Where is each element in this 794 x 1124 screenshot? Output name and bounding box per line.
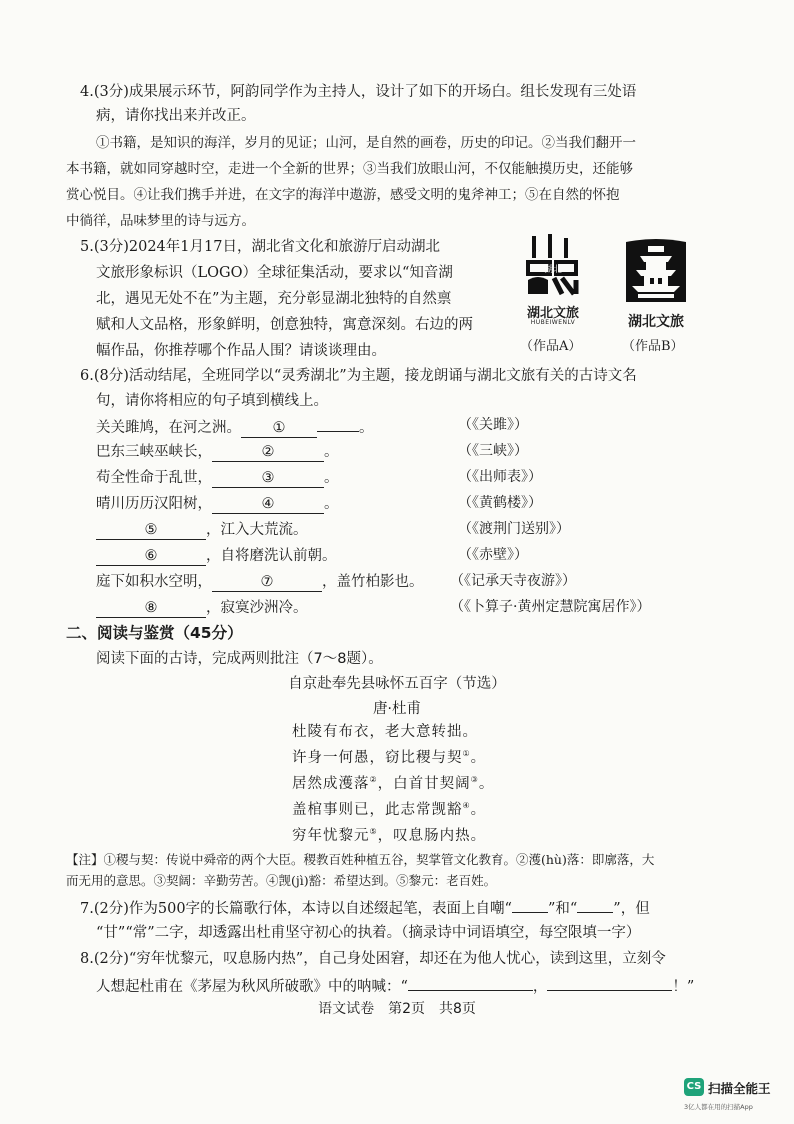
blank-2[interactable]: ② bbox=[212, 444, 324, 462]
logo-b-text: 湖北文旅 bbox=[628, 314, 684, 330]
src-4: （《黄鹤楼》） bbox=[458, 495, 542, 511]
q5-line1: 5.(3分)2024年1月17日，湖北省文化和旅游厅启动湖北 bbox=[80, 239, 440, 255]
src-1: （《关雎》） bbox=[458, 417, 528, 433]
poem-line-5: 穷年忧黎元⑤，叹息肠内热。 bbox=[292, 827, 487, 844]
q7-line2: “甘”“常”二字，却透露出杜甫坚守初心的执着。（摘录诗中词语填空，每空限填一字） bbox=[96, 925, 641, 941]
section2-intro: 阅读下面的古诗，完成两则批注（7～8题）。 bbox=[96, 651, 383, 667]
poem-line-2: 许身一何愚，窃比稷与契①。 bbox=[292, 749, 487, 766]
q8-blank-2[interactable] bbox=[547, 973, 672, 991]
q5-line2: 文旅形象标识（LOGO）全球征集活动，要求以“知音湖 bbox=[96, 265, 453, 281]
q8-line1: 8.(2分)“穷年忧黎元，叹息肠内热”，自己身处困窘，却还在为他人忧心，读到这里，立刻令 bbox=[80, 951, 666, 967]
q5-line4: 赋和人文品格，形象鲜明，创意独特，寓意深刻。右边的两 bbox=[96, 317, 473, 333]
scanner-name: 扫描全能王 bbox=[708, 1081, 771, 1096]
logo-b-en: CHINA HUBEI CULTURAL TOURISM bbox=[618, 302, 703, 308]
blank-6[interactable]: ⑥ bbox=[96, 548, 206, 566]
src-2: （《三峡》） bbox=[458, 443, 528, 459]
q7-blank-1[interactable] bbox=[512, 895, 548, 913]
q8-line2: 人想起杜甫在《茅屋为秋风所破歌》中的呐喊：“ ， ！” bbox=[96, 973, 694, 996]
src-3: （《出师表》） bbox=[458, 469, 542, 485]
section2-heading: 二、阅读与鉴赏（45分） bbox=[66, 624, 243, 642]
fill-item-7: 庭下如积水空明， ⑦ ，盖竹柏影也。 bbox=[96, 574, 424, 590]
blank-8[interactable]: ⑧ bbox=[96, 600, 206, 618]
fill-item-8: ⑧ ，寂寞沙洲冷。 bbox=[96, 596, 308, 618]
blank-3[interactable]: ③ bbox=[212, 470, 324, 488]
fill-item-1: 关关雎鸠，在河之洲。 ① 。 bbox=[96, 414, 374, 438]
fill-item-4: 晴川历历汉阳树， ④ 。 bbox=[96, 496, 339, 512]
q6-line2: 句，请你将相应的句子填到横线上。 bbox=[96, 393, 328, 409]
logo-b-caption: （作品B） bbox=[622, 339, 684, 354]
src-5: （《渡荆门送别》） bbox=[458, 521, 570, 537]
q7-line1: 7.(2分)作为500字的长篇歌行体，本诗以自述缀起笔，表面上自嘲“ ”和“ ”，但 bbox=[80, 895, 650, 918]
fill-item-2: 巴东三峡巫峡长， ② 。 bbox=[96, 444, 339, 460]
blank-1b[interactable] bbox=[317, 414, 359, 432]
logo-a bbox=[518, 232, 588, 328]
q8-blank-1[interactable] bbox=[408, 973, 533, 991]
scanner-logo-icon: CS bbox=[684, 1078, 704, 1096]
q4-line2: 病，请你找出来并改正。 bbox=[96, 108, 256, 124]
poem-note-1: 【注】①稷与契：传说中舜帝的两个大臣。稷教百姓种植五谷，契掌管文化教育。②濩(hù)落：即廓落，大 bbox=[66, 852, 655, 867]
logo-a-mark-icon bbox=[518, 232, 588, 302]
svg-text:湖北: 湖北 bbox=[543, 265, 563, 275]
logo-a-caption: （作品A） bbox=[520, 339, 582, 354]
src-6: （《赤壁》） bbox=[458, 547, 528, 563]
blank-7[interactable]: ⑦ bbox=[212, 574, 322, 592]
q6-line1: 6.(8分)活动结尾，全班同学以“灵秀湖北”为主题，接龙朗诵与湖北文旅有关的古诗文名 bbox=[80, 368, 637, 384]
q4-body1: ①书籍，是知识的海洋，岁月的见证；山河，是自然的画卷，历史的印记。②当我们翻开一 bbox=[96, 135, 636, 151]
page-footer: 语文试卷 第2页 共8页 bbox=[318, 1001, 476, 1017]
scanner-tagline: 3亿人都在用的扫描App bbox=[684, 1103, 753, 1111]
poem-title: 自京赴奉先县咏怀五百字（节选） bbox=[288, 676, 506, 692]
src-7: （《记承天寺夜游》） bbox=[450, 573, 576, 589]
poem-line-1: 杜陵有布衣，老大意转拙。 bbox=[292, 724, 478, 740]
q5-line3: 北，遇见无处不在”为主题，充分彰显湖北独特的自然禀 bbox=[96, 291, 452, 307]
logo-a-en: HUBEIWENLV bbox=[530, 319, 576, 326]
logo-b-tower-icon bbox=[618, 232, 703, 308]
poem-author: 唐·杜甫 bbox=[372, 701, 422, 717]
q4-body3: 赏心悦目。④让我们携手并进，在文字的海洋中遨游，感受文明的鬼斧神工；⑤在自然的怀抱 bbox=[66, 187, 620, 203]
logo-a-text: 湖北文旅 bbox=[526, 306, 579, 321]
blank-4[interactable]: ④ bbox=[212, 496, 324, 514]
q4-body2: 本书籍，就如同穿越时空，走进一个全新的世界；③当我们放眼山河，不仅能触摸历史，还能够 bbox=[66, 161, 633, 177]
src-8: （《卜算子·黄州定慧院寓居作》） bbox=[450, 599, 651, 615]
poem-line-3: 居然成濩落②，白首甘契阔③。 bbox=[292, 775, 495, 792]
fill-item-3: 苟全性命于乱世， ③ 。 bbox=[96, 470, 339, 486]
q5-line5: 幅作品，你推荐哪个作品人围？请谈谈理由。 bbox=[96, 343, 386, 359]
fill-item-6: ⑥ ，自将磨洗认前朝。 bbox=[96, 544, 337, 566]
fill-item-5: ⑤ ，江入大荒流。 bbox=[96, 518, 308, 540]
blank-5[interactable]: ⑤ bbox=[96, 522, 206, 540]
poem-line-4: 盖棺事则已，此志常觊豁④。 bbox=[292, 801, 487, 818]
q4-body4: 中徜徉，品味梦里的诗与远方。 bbox=[66, 213, 255, 229]
q4-line1: 4.(3分)成果展示环节，阿韵同学作为主持人，设计了如下的开场白。组长发现有三处语 bbox=[80, 84, 637, 100]
q7-blank-2[interactable] bbox=[577, 895, 613, 913]
logo-b bbox=[618, 232, 703, 332]
blank-1[interactable]: ① bbox=[241, 420, 317, 438]
poem-note-2: 而无用的意思。③契阔：辛勤劳苦。④觊(jì)豁：希望达到。⑤黎元：老百姓。 bbox=[66, 873, 497, 888]
